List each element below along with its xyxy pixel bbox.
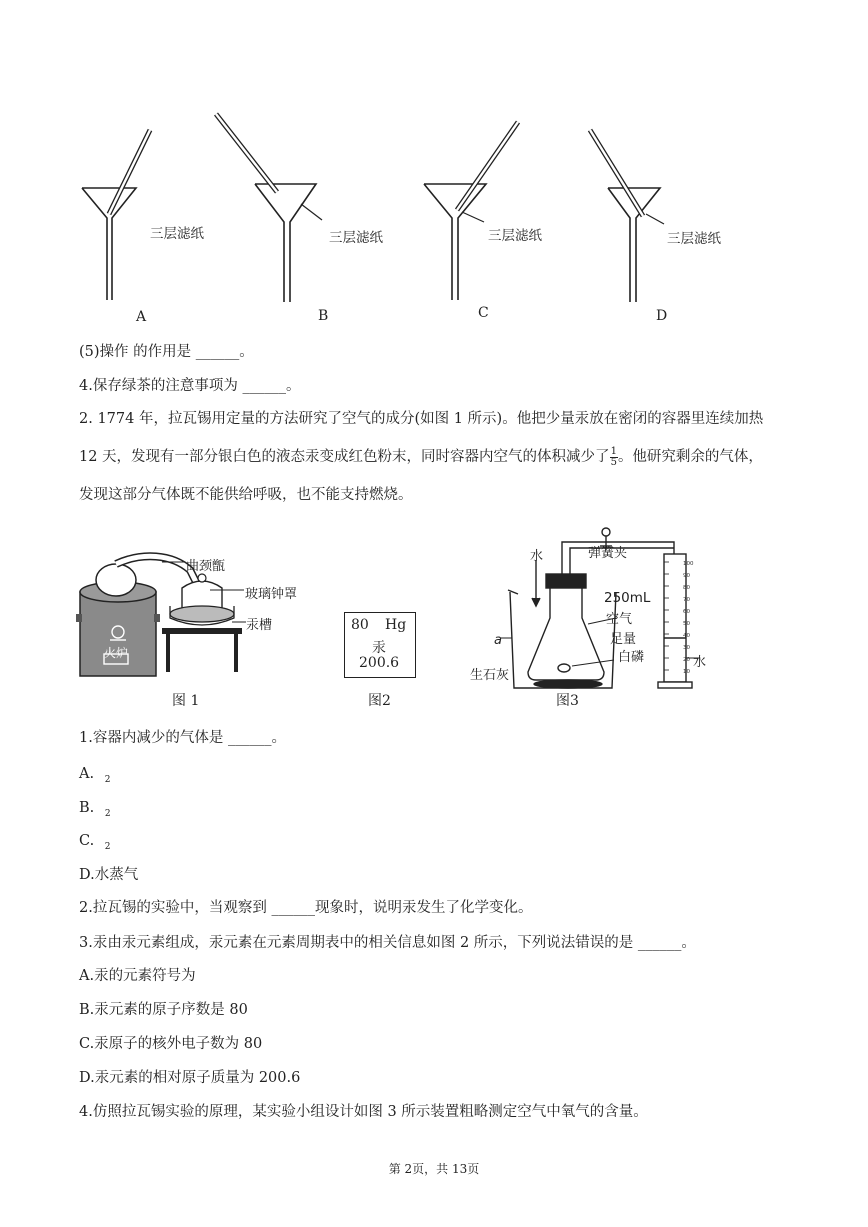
q3-option-c: C.汞原子的核外电子数为 80 xyxy=(79,1036,263,1052)
fig3-label-a: a xyxy=(494,633,502,648)
fig3-label-water-right: 水 xyxy=(693,655,707,670)
filter-option-b: B xyxy=(318,308,329,324)
fig3-label-air: 空气 xyxy=(606,612,633,627)
question-4: 4.仿照拉瓦锡实验的原理，某实验小组设计如图 3 所示装置粗略测定空气中氧气的含量。 xyxy=(79,1104,648,1120)
figure-1-caption: 图 1 xyxy=(172,693,200,709)
passage-line-3: 发现这部分气体既不能供给呼吸，也不能支持燃烧。 xyxy=(79,487,413,503)
q1-option-d: D.水蒸气 xyxy=(79,867,139,883)
element-symbol: Hg xyxy=(385,617,407,633)
passage-line-2: 12 天，发现有一部分银白色的液态汞变成红色粉末，同时容器内空气的体积减少了 $\frac{1}{5}$ 。他研究剩余的气体， xyxy=(79,445,763,468)
fig1-label-bell-jar: 玻璃钟罩 xyxy=(245,587,298,602)
funnel-c xyxy=(424,122,518,300)
funnel-d xyxy=(590,130,664,302)
filter-option-a: A xyxy=(136,309,147,325)
funnel-a xyxy=(82,130,150,300)
filter-option-d: D xyxy=(656,308,668,324)
q3-option-b: B.汞元素的原子序数是 80 xyxy=(79,1002,248,1018)
question-2: 2.拉瓦锡的实验中，当观察到 ______现象时，说明汞发生了化学变化。 xyxy=(79,900,533,916)
fraction-one-fifth: $\frac{1}{5}$ xyxy=(610,445,617,468)
passage-lavoisier xyxy=(79,400,791,514)
passage-line-1: 2. 1774 年，拉瓦锡用定量的方法研究了空气的成分(如图 1 所示)。他把少量汞放在密闭的容器里连续加热 xyxy=(79,411,764,427)
question-5-operation: (5)操作 的作用是 ______。 xyxy=(79,344,254,360)
question-1: 1.容器内减少的气体是 ______。 xyxy=(79,730,286,746)
q3-option-a: A.汞的元素符号为 xyxy=(79,968,196,984)
q1-option-b: B. $_2$ xyxy=(79,800,111,819)
q3-option-d: D.汞元素的相对原子质量为 200.6 xyxy=(79,1070,301,1086)
fig3-label-water-left: 水 xyxy=(530,549,544,564)
figure-2-caption: 图2 xyxy=(368,693,391,709)
figure-3-caption: 图3 xyxy=(556,693,579,709)
fig3-label-clamp: 弹簧夹 xyxy=(588,546,628,561)
question-3: 3.汞由汞元素组成，汞元素在元素周期表中的相关信息如图 2 所示，下列说法错误的是 ______。 xyxy=(79,935,696,951)
fig3-label-phosphorus: 白磷 xyxy=(618,650,645,665)
filter-option-c: C xyxy=(478,305,489,321)
filter-c-paper-label: 三层滤纸 xyxy=(488,228,542,244)
fig1-label-furnace: 火炉 xyxy=(104,646,129,660)
filter-diagrams xyxy=(0,100,868,330)
element-atomic-mass: 200.6 xyxy=(359,655,400,671)
element-name: 汞 xyxy=(372,640,386,656)
fig3-label-volume: 250mL xyxy=(604,590,651,606)
fig1-label-trough: 汞槽 xyxy=(246,618,273,633)
q1-option-c: C. $_2$ xyxy=(79,833,111,852)
filter-d-paper-label: 三层滤纸 xyxy=(667,231,721,247)
element-atomic-number: 80 xyxy=(351,617,369,633)
fig3-label-sufficient: 足量 xyxy=(610,632,637,647)
filter-a-paper-label: 三层滤纸 xyxy=(150,226,204,242)
fig1-label-retort: 曲颈甑 xyxy=(186,559,226,574)
fig3-label-quicklime: 生石灰 xyxy=(470,668,510,683)
page-footer: 第 2页，共 13页 xyxy=(388,1162,480,1176)
funnel-b xyxy=(216,114,322,302)
filter-b-paper-label: 三层滤纸 xyxy=(329,230,383,246)
graduated-cylinder-ticks: 100 90 80 70 60 50 40 30 20 10 xyxy=(683,561,694,675)
figure-2-element-cell xyxy=(344,612,416,678)
question-4-green-tea: 4.保存绿茶的注意事项为 ______。 xyxy=(79,378,301,394)
q1-option-a: A. $_2$ xyxy=(79,766,111,785)
